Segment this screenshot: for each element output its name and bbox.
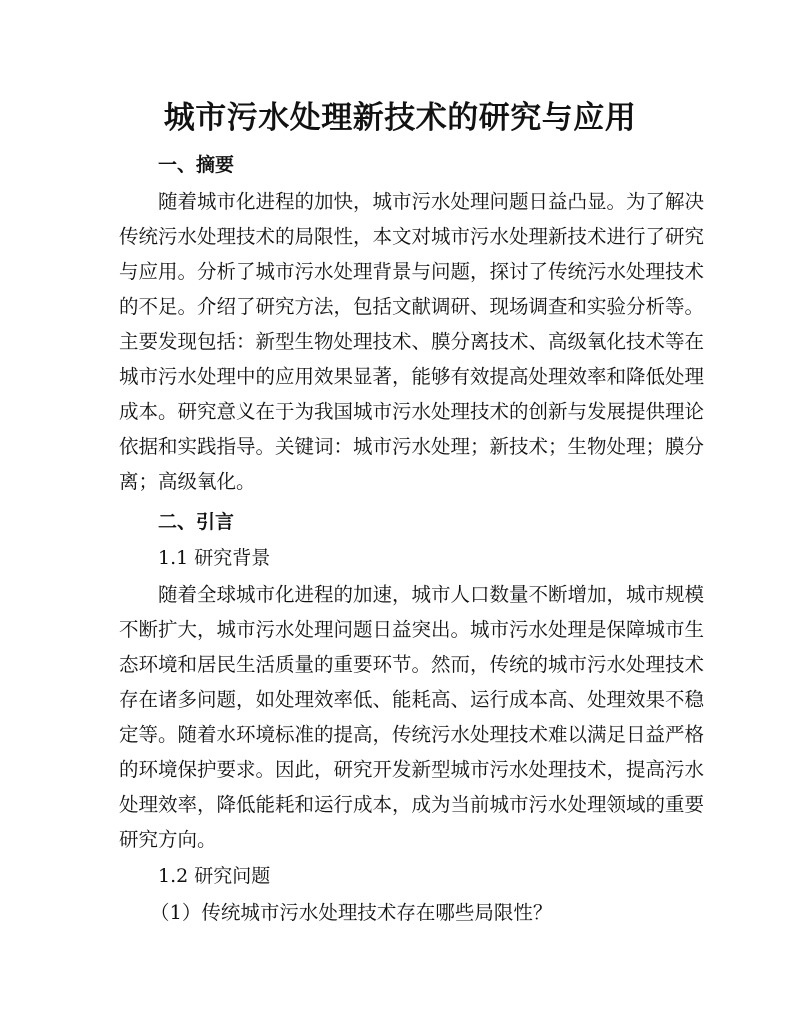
abstract-line: 传统污水处理技术的局限性，本文对城市污水处理新技术进行了研究 — [119, 225, 705, 248]
abstract-line: 城市污水处理中的应用效果显著，能够有效提高处理效率和降低处理 — [119, 365, 705, 388]
background-heading: 1.1 研究背景 — [158, 547, 271, 569]
background-line: 不断扩大，城市污水处理问题日益突出。城市污水处理是保障城市生 — [119, 618, 705, 641]
abstract-line: 依据和实践指导。关键词：城市污水处理；新技术；生物处理；膜分 — [119, 435, 705, 458]
background-line: 随着全球城市化进程的加速，城市人口数量不断增加，城市规模 — [158, 583, 705, 606]
problem-item: （1）传统城市污水处理技术存在哪些局限性？ — [150, 901, 553, 924]
abstract-line: 离；高级氧化。 — [119, 470, 256, 493]
background-line: 处理效率，降低能耗和运行成本，成为当前城市污水处理领域的重要 — [119, 793, 705, 816]
problem-heading: 1.2 研究问题 — [158, 865, 271, 887]
abstract-line: 随着城市化进程的加快，城市污水处理问题日益凸显。为了解决 — [158, 190, 705, 213]
background-line: 态环境和居民生活质量的重要环节。然而，传统的城市污水处理技术 — [119, 653, 705, 676]
background-line: 的环境保护要求。因此，研究开发新型城市污水处理技术，提高污水 — [119, 758, 705, 781]
abstract-heading: 一、摘要 — [158, 154, 235, 176]
background-line: 存在诸多问题，如处理效率低、能耗高、运行成本高、处理效果不稳 — [119, 688, 705, 711]
abstract-line: 与应用。分析了城市污水处理背景与问题，探讨了传统污水处理技术 — [119, 260, 705, 283]
background-line: 研究方向。 — [119, 828, 217, 851]
intro-heading: 二、引言 — [158, 511, 235, 533]
abstract-line: 成本。研究意义在于为我国城市污水处理技术的创新与发展提供理论 — [119, 400, 705, 423]
abstract-line: 主要发现包括：新型生物处理技术、膜分离技术、高级氧化技术等在 — [119, 330, 705, 353]
document-title: 城市污水处理新技术的研究与应用 — [163, 100, 637, 136]
background-line: 定等。随着水环境标准的提高，传统污水处理技术难以满足日益严格 — [119, 723, 705, 746]
abstract-line: 的不足。介绍了研究方法，包括文献调研、现场调查和实验分析等。 — [119, 295, 705, 318]
